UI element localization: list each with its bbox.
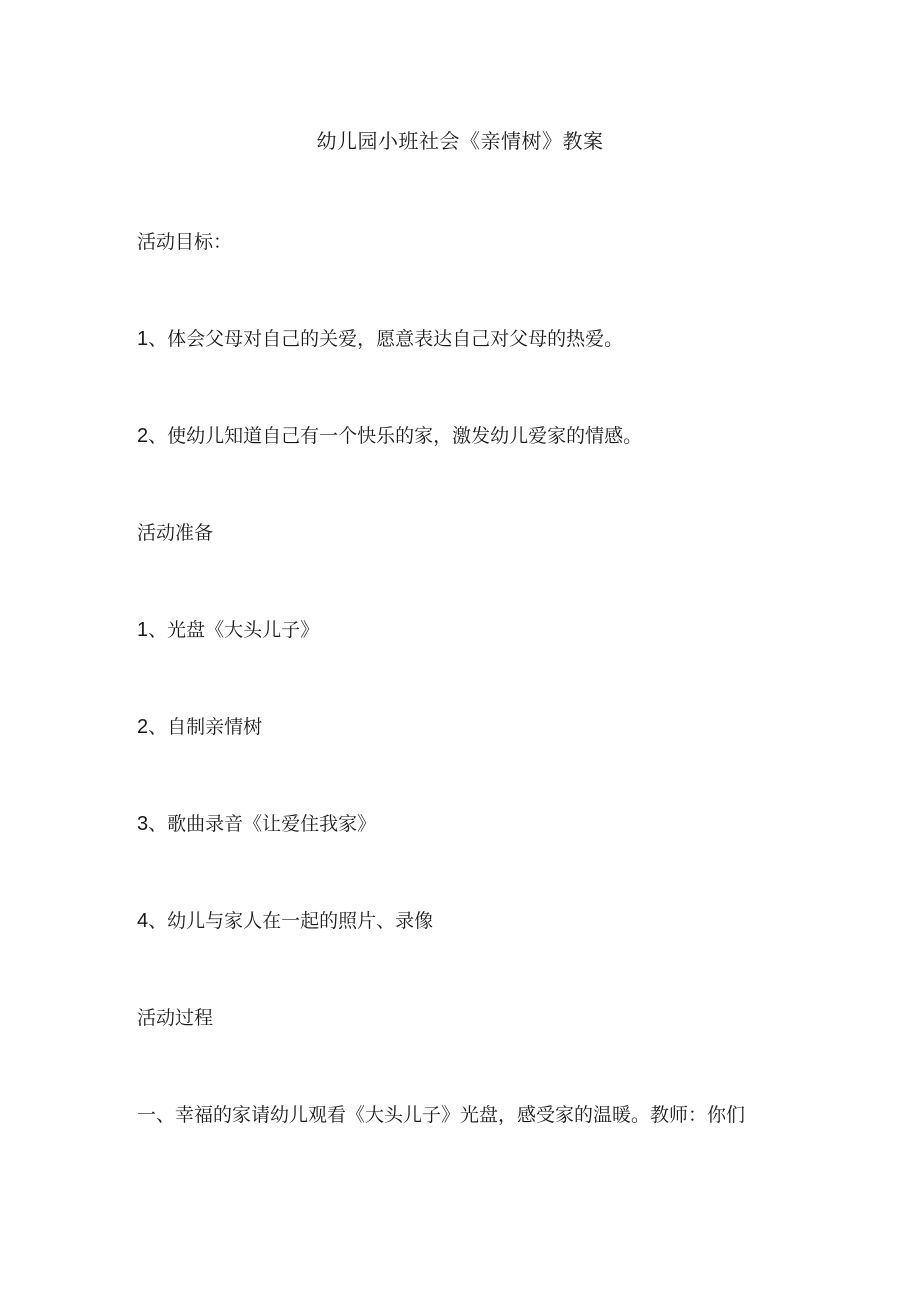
section-heading-goals (137, 228, 232, 256)
preparation-item-3 (137, 810, 376, 838)
line-text: 、光盘《大头儿子》 (148, 619, 320, 641)
goal-item-1 (137, 325, 623, 353)
goal-item-2 (137, 422, 642, 450)
line-text: 、幼儿与家人在一起的照片、录像 (148, 910, 434, 932)
line-text: 活动过程 (137, 1007, 214, 1029)
preparation-item-4 (137, 907, 433, 935)
document-title: 幼儿园小班社会《亲情树》教案 (316, 129, 604, 153)
item-number: 2 (137, 716, 149, 738)
line-text: 活动准备 (137, 522, 214, 544)
section-heading-preparation (137, 519, 213, 547)
item-number: 3 (137, 813, 149, 835)
process-paragraph-1 (137, 1101, 745, 1129)
section-heading-process (137, 1004, 213, 1032)
preparation-item-2 (137, 713, 262, 741)
item-number: 1 (137, 328, 149, 350)
line-text: 、体会父母对自己的关爱，愿意表达自己对父母的热爱。 (148, 328, 624, 350)
preparation-item-1 (137, 616, 319, 644)
item-number: 1 (137, 619, 149, 641)
item-number: 4 (137, 910, 149, 932)
item-number: 2 (137, 425, 149, 447)
line-text: 活动目标： (137, 231, 233, 253)
line-text: 一、幸福的家请幼儿观看《大头儿子》光盘，感受家的温暖。教师：你们 (137, 1104, 746, 1126)
line-text: 、自制亲情树 (148, 716, 263, 738)
line-text: 、使幼儿知道自己有一个快乐的家，激发幼儿爱家的情感。 (148, 425, 643, 447)
line-text: 、歌曲录音《让爱住我家》 (148, 813, 377, 835)
